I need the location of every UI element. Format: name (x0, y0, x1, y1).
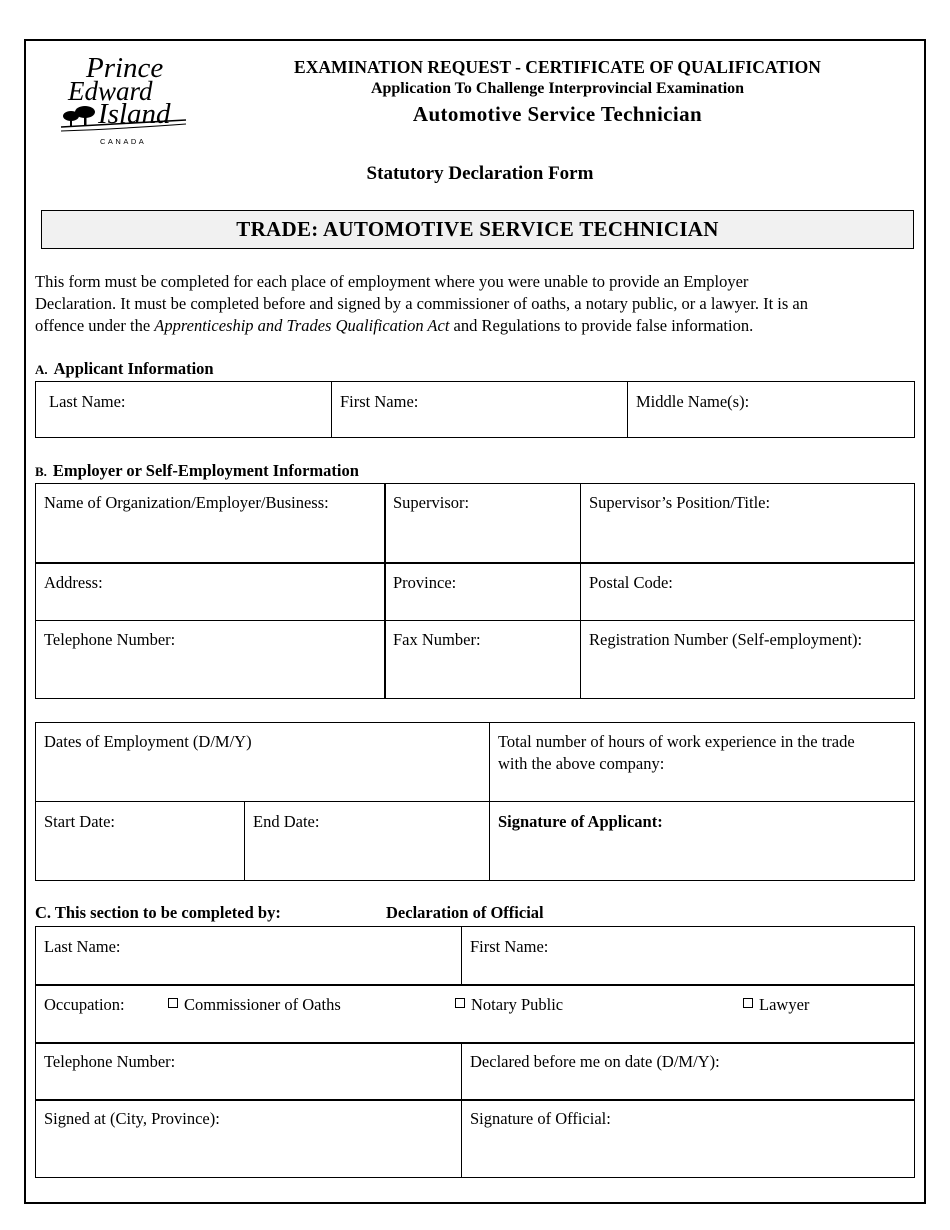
section-b-title: Employer or Self-Employment Information (52, 461, 359, 480)
title-line3: Automotive Service Technician (412, 102, 703, 126)
official-row-divider-2 (35, 1042, 915, 1044)
signature-applicant-label[interactable]: Signature of Applicant: (498, 812, 663, 831)
pei-logo (58, 52, 193, 148)
province-label[interactable]: Province: (393, 573, 457, 592)
employer-col-divider-1 (384, 483, 386, 699)
intro-line2: Declaration. It must be completed before and signed by a commissioner of oaths, a notary public, or a lawyer. It is an (35, 294, 808, 313)
end-date-label[interactable]: End Date: (253, 812, 320, 831)
trade-banner-text: TRADE: AUTOMOTIVE SERVICE TECHNICIAN (236, 217, 719, 241)
postal-code-label[interactable]: Postal Code: (589, 573, 673, 592)
employment-row-divider (35, 801, 915, 802)
intro-line3-post: and Regulations to provide false information. (449, 316, 754, 335)
form-title: Statutory Declaration Form (366, 163, 594, 184)
employer-row-divider-1 (35, 562, 915, 564)
official-last-name-label[interactable]: Last Name: (44, 937, 121, 956)
official-col-divider-2 (461, 1042, 462, 1178)
section-c-heading: C. This section to be completed by: (35, 903, 281, 922)
commissioner-checkbox[interactable] (168, 998, 178, 1008)
intro-line3-pre: offence under the (35, 316, 155, 335)
logo-line2: Edward (68, 76, 153, 106)
option-commissioner[interactable] (168, 994, 341, 1016)
declared-date-label[interactable]: Declared before me on date (D/M/Y): (470, 1052, 720, 1071)
official-first-name-label[interactable]: First Name: (470, 937, 549, 956)
notary-label: Notary Public (471, 995, 564, 1014)
intro-paragraph (35, 271, 920, 337)
section-c-subtitle: Declaration of Official (386, 903, 544, 922)
lawyer-checkbox[interactable] (743, 998, 753, 1008)
signed-at-label[interactable]: Signed at (City, Province): (44, 1109, 220, 1128)
option-lawyer[interactable] (743, 994, 809, 1016)
start-end-divider (244, 801, 245, 881)
middle-names-label: Middle Name(s): (636, 392, 750, 411)
intro-act-name: Apprenticeship and Trades Qualification Act (154, 316, 450, 335)
registration-label[interactable]: Registration Number (Self-employment): (589, 630, 863, 649)
logo-line1: Prince (86, 52, 164, 84)
hours-label-line1[interactable]: Total number of hours of work experience in the trade (498, 732, 855, 751)
official-row-divider-3 (35, 1099, 915, 1101)
occupation-label: Occupation: (44, 995, 125, 1014)
official-row-divider-1 (35, 984, 915, 986)
signature-official-label[interactable]: Signature of Official: (470, 1109, 611, 1128)
notary-checkbox[interactable] (455, 998, 465, 1008)
first-name-label: First Name: (340, 392, 419, 411)
last-name-label: Last Name: (49, 392, 126, 411)
section-a-heading (35, 359, 214, 379)
supervisor-label[interactable]: Supervisor: (393, 493, 470, 512)
title-line1: EXAMINATION REQUEST - CERTIFICATE OF QUALIFICATION (294, 57, 821, 77)
telephone-label[interactable]: Telephone Number: (44, 630, 176, 649)
trade-banner (41, 210, 914, 249)
dates-label: Dates of Employment (D/M/Y) (44, 732, 252, 751)
start-date-label[interactable]: Start Date: (44, 812, 116, 831)
employer-row-divider-2 (35, 620, 915, 621)
intro-line3 (35, 315, 920, 337)
section-a-title: Applicant Information (53, 359, 214, 378)
employment-col-divider (489, 722, 490, 881)
fax-label[interactable]: Fax Number: (393, 630, 481, 649)
section-b-letter: B. (35, 464, 47, 479)
address-label[interactable]: Address: (44, 573, 103, 592)
section-b-heading (35, 461, 359, 481)
supervisor-title-label[interactable]: Supervisor’s Position/Title: (589, 493, 771, 512)
section-a-letter: A. (35, 362, 48, 377)
logo-country: CANADA (100, 137, 147, 146)
official-col-divider-1 (461, 926, 462, 984)
option-notary[interactable] (455, 994, 563, 1016)
title-line2: Application To Challenge Interprovincial Examination (370, 80, 745, 97)
org-name-label[interactable]: Name of Organization/Employer/Business: (44, 493, 329, 512)
logo-line3: Island (98, 98, 171, 130)
commissioner-label: Commissioner of Oaths (184, 995, 341, 1014)
intro-line1: This form must be completed for each place of employment where you were unable to provide an Employer (35, 272, 749, 291)
employer-col-divider-2 (580, 483, 581, 699)
lawyer-label: Lawyer (759, 995, 810, 1014)
hours-label-line2[interactable]: with the above company: (498, 754, 665, 773)
official-telephone-label[interactable]: Telephone Number: (44, 1052, 176, 1071)
employer-table (35, 483, 915, 699)
